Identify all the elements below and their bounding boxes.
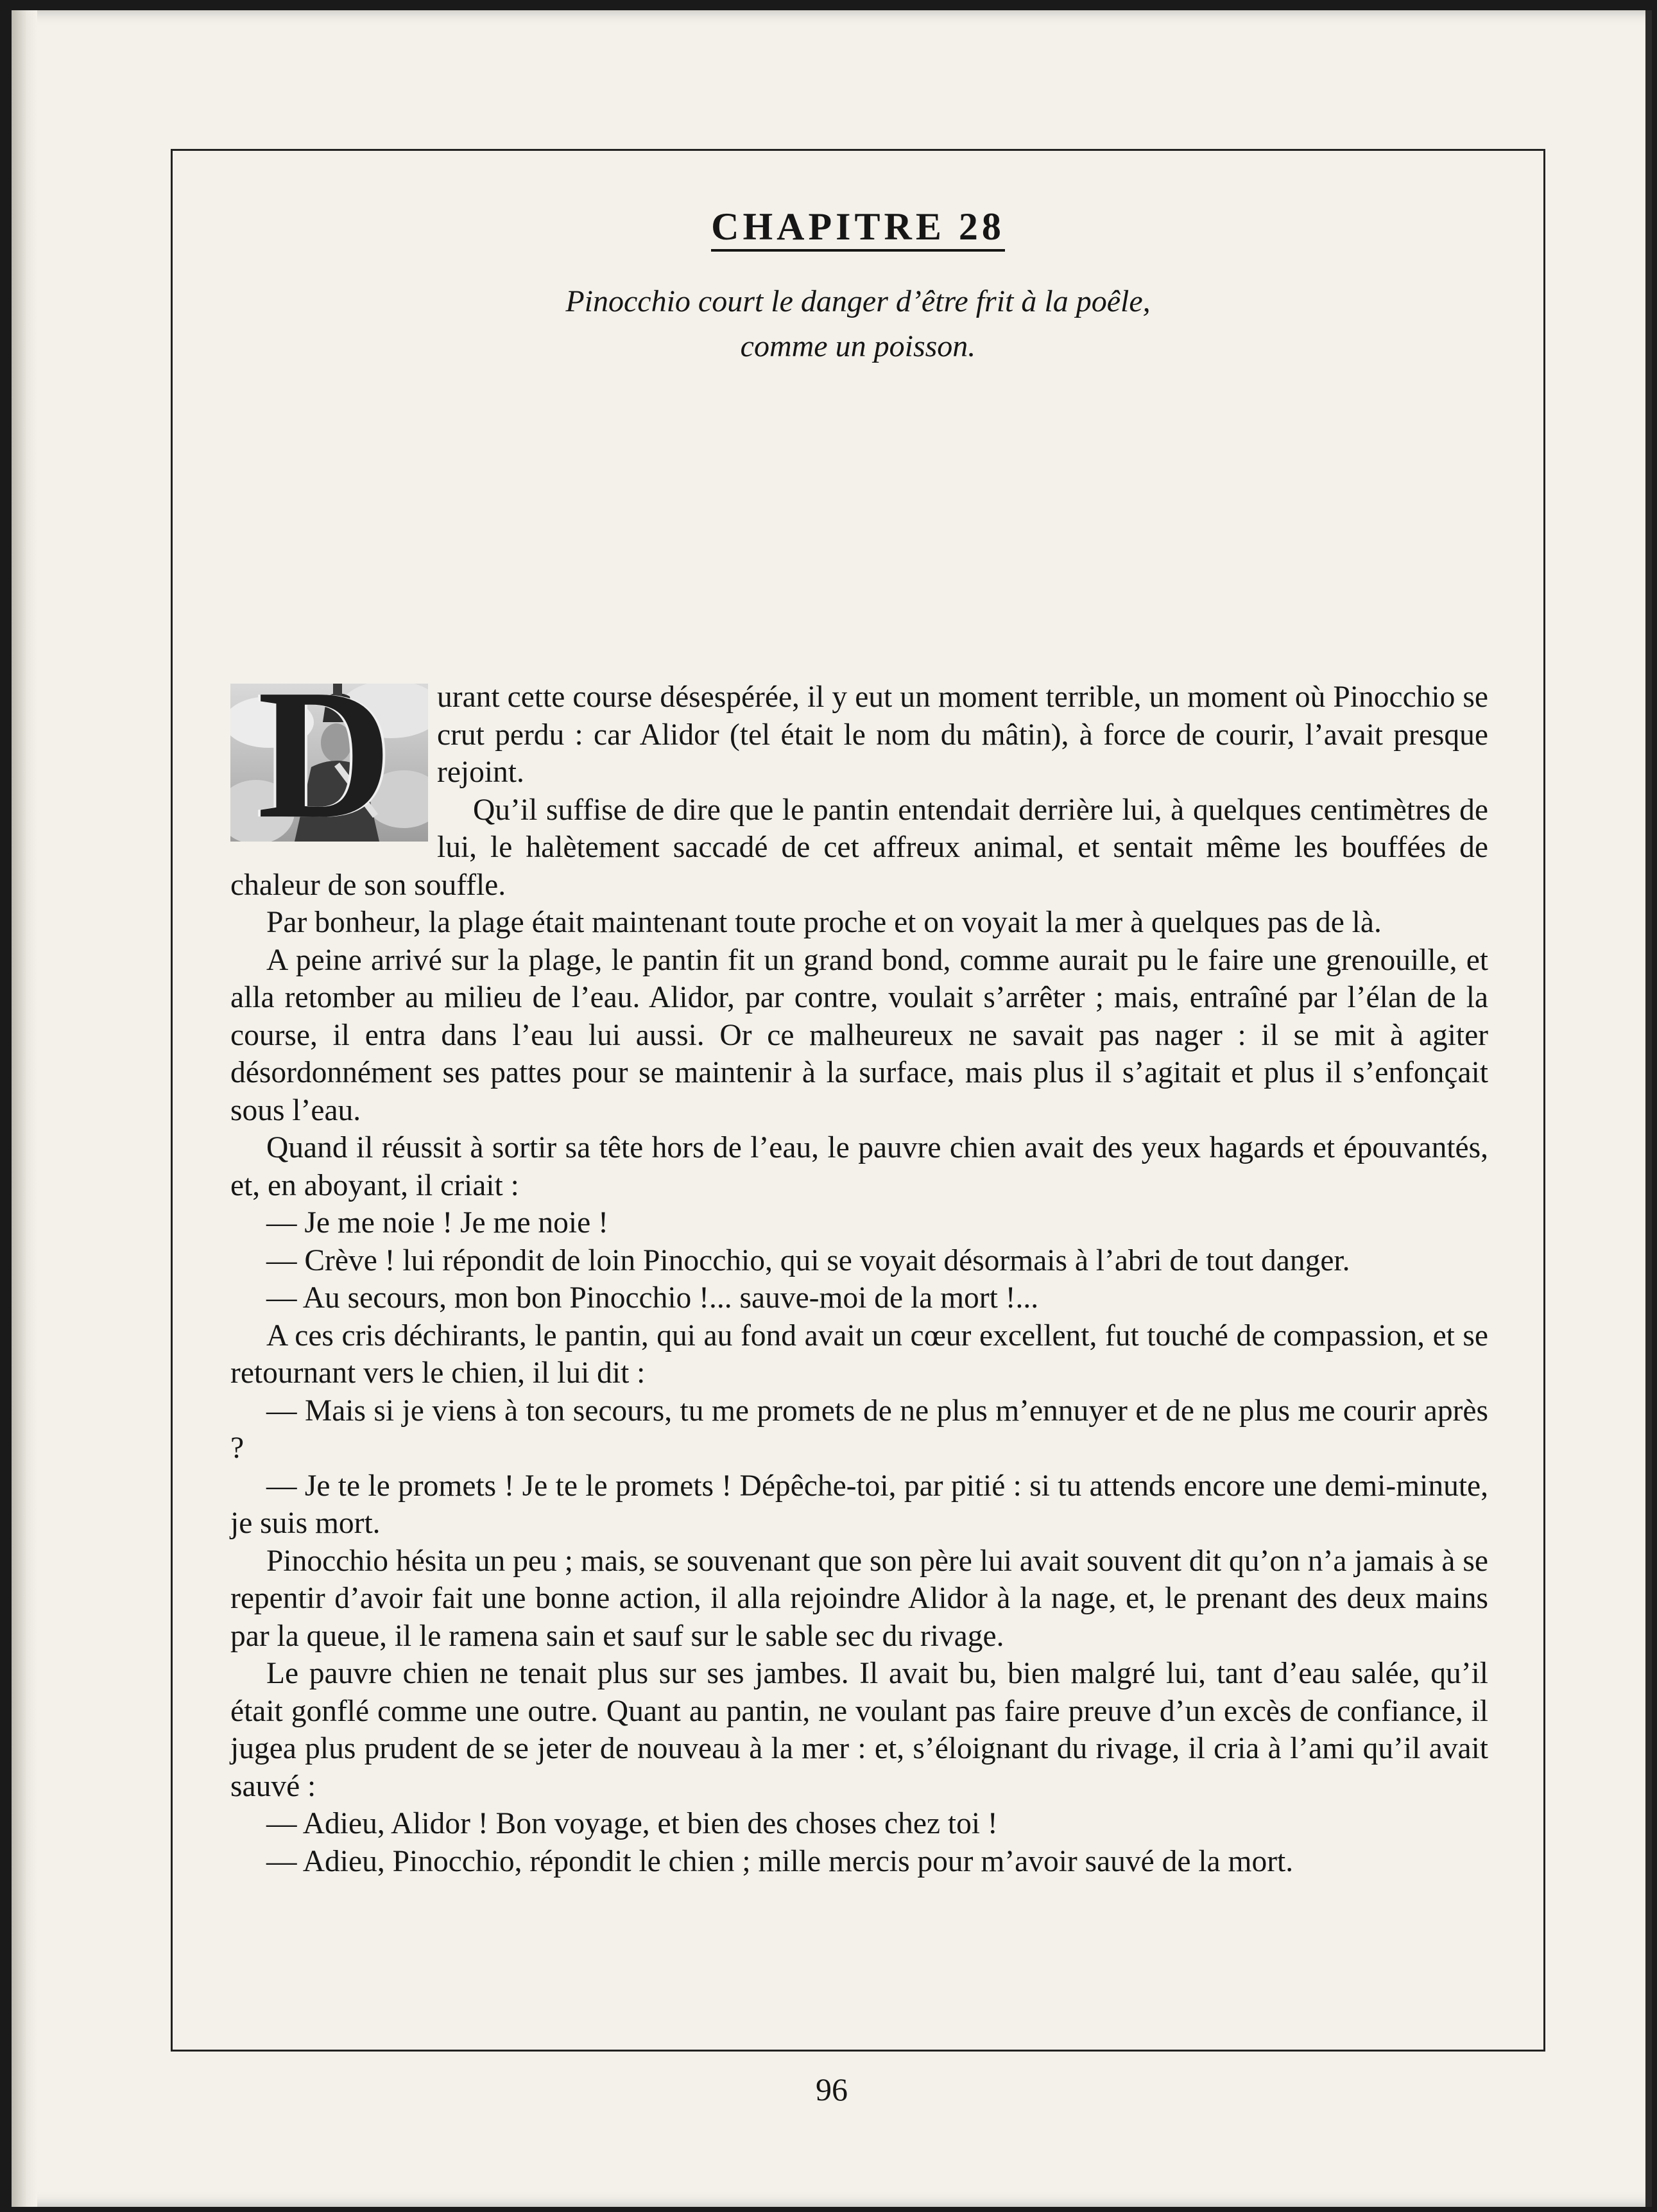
paragraph-7: Pinocchio hésita un peu ; mais, se souvenant que son père lui avait souvent dit qu’on n’a jamais à se repentir d’avoir fait une bonne action, il alla rejoindre Alidor à la nage, et, le prenant des deux mains par la queue, il le ramena sain et sauf sur le sable sec du rivage. (230, 1544, 1488, 1653)
paragraph-8: Le pauvre chien ne tenait plus sur ses jambes. Il avait bu, bien malgré lui, tant d’eau salée, qu’il était gonflé comme une outre. Quant au pantin, ne voulant pas faire preuve d’un excès de confiance, il jugea plus prudent de se jeter de nouveau à la mer : et, s’éloignant du rivage, il cria à l’ami qu’il avait sauvé : (230, 1657, 1488, 1803)
text-frame (171, 149, 1545, 2052)
paragraph-5: Quand il réussit à sortir sa tête hors de l’eau, le pauvre chien avait des yeux hagards et épouvantés, et, en aboyant, il criait : (230, 1131, 1488, 1202)
dialogue-line-1: — Je me noie ! Je me noie ! (266, 1206, 608, 1240)
chapter-title: CHAPITRE 28 (173, 205, 1543, 249)
page-edge (1645, 10, 1652, 2207)
paragraph-2: Qu’il suffise de dire que le pantin entendait derrière lui, à quelques centimètres de lui, le halètement saccadé de cet affreux animal, et sentait même les bouffées de chaleur de son souffle. (230, 793, 1488, 902)
paragraph-4: A peine arrivé sur la plage, le pantin fit un grand bond, comme aurait pu le faire une grenouille, et alla retomber au milieu de l’eau. Alidor, par contre, voulait s’arrêter ; mais, entraîné par l’élan de la course, il entra dans l’eau lui aussi. Or ce malheureux ne savait pas nager : il se mit à agiter désordonnément ses pattes pour se maintenir à la surface, mais plus il s’agitait et plus il s’enfonçait sous l’eau. (230, 943, 1488, 1127)
drop-cap-letter: D (257, 684, 392, 842)
page-spine-shadow (12, 10, 37, 2207)
dialogue-line-6: — Adieu, Alidor ! Bon voyage, et bien des choses chez toi ! (266, 1807, 998, 1840)
drop-cap-illustration-gendarme (230, 684, 428, 842)
dialogue-line-2: — Crève ! lui répondit de loin Pinocchio, qui se voyait désormais à l’abri de tout danger. (266, 1243, 1350, 1277)
paragraph-6: A ces cris déchirants, le pantin, qui au fond avait un cœur excellent, fut touché de compassion, et se retournant vers le chien, il lui dit : (230, 1318, 1488, 1390)
paragraph-3: Par bonheur, la plage était maintenant toute proche et on voyait la mer à quelques pas de là. (266, 906, 1382, 939)
page-number: 96 (816, 2071, 848, 2107)
paragraph-1: urant cette course désespérée, il y eut un moment terrible, un moment où Pinocchio se crut perdu : car Alidor (tel était le nom du mâtin), à force de courir, l’avait presque rejoint. (437, 680, 1488, 789)
dialogue-line-7: — Adieu, Pinocchio, répondit le chien ; mille mercis pour m’avoir sauvé de la mort. (266, 1844, 1294, 1878)
chapter-body (230, 678, 1488, 1880)
chapter-subtitle (173, 279, 1543, 369)
subtitle-line-1: Pinocchio court le danger d’être frit à la poêle, (565, 284, 1151, 318)
dialogue-line-5: — Je te le promets ! Je te le promets ! Dépêche-toi, par pitié : si tu attends encore une demi-minute, je suis mort. (230, 1469, 1488, 1540)
book-page (12, 10, 1652, 2207)
dialogue-line-3: — Au secours, mon bon Pinocchio !... sauve-moi de la mort !... (266, 1281, 1039, 1315)
subtitle-line-2: comme un poisson. (740, 329, 976, 363)
dialogue-line-4: — Mais si je viens à ton secours, tu me promets de ne plus m’ennuyer et de ne plus me courir après ? (230, 1394, 1488, 1465)
